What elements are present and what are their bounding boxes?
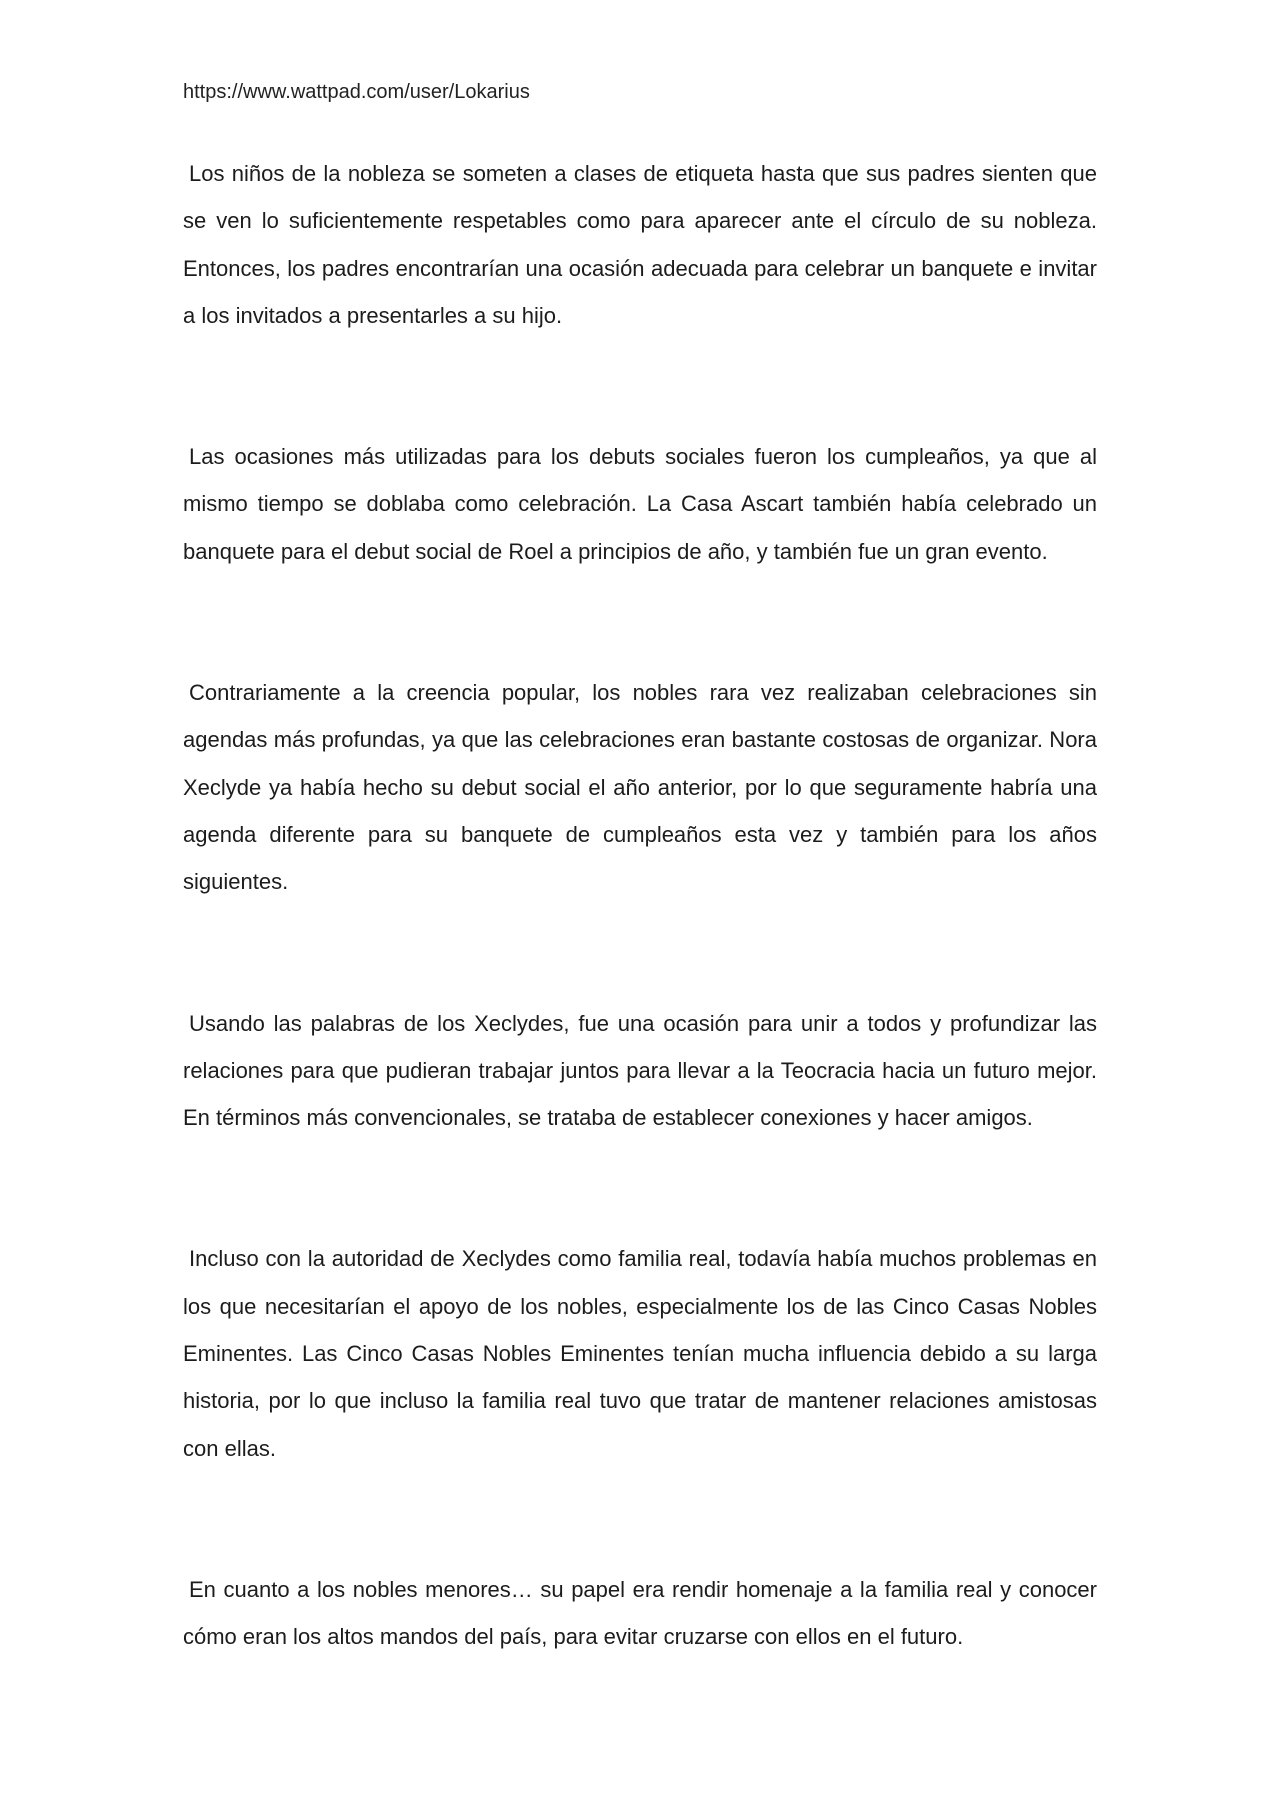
paragraph: Los niños de la nobleza se someten a clases de etiqueta hasta que sus padres sienten que se ven lo suficientemente respetables como para aparecer ante el círculo de su nobleza. Entonces, los padres encontrarían una ocasión adecuada para celebrar un banquete e invitar a los invitados a presentarles a su hijo. <box>183 161 1097 328</box>
paragraph: En cuanto a los nobles menores… su papel era rendir homenaje a la familia real y conocer cómo eran los altos mandos del país, para evitar cruzarse con ellos en el futuro. <box>183 1576 1097 1650</box>
paragraph: Usando las palabras de los Xeclydes, fue una ocasión para unir a todos y profundizar las relaciones para que pudieran trabajar juntos para llevar a la Teocracia hacia un futuro mejor. En términos más convencionales, se trataba de establecer conexiones y hacer amigos. <box>183 1010 1097 1131</box>
paragraph: Las ocasiones más utilizadas para los debuts sociales fueron los cumpleaños, ya que al mismo tiempo se doblaba como celebración. La Casa Ascart también había celebrado un banquete para el debut social de Roel a principios de año, y también fue un gran evento. <box>183 444 1097 564</box>
document-body <box>183 150 1097 1661</box>
paragraph: Contrariamente a la creencia popular, los nobles rara vez realizaban celebraciones sin agendas más profundas, ya que las celebraciones eran bastante costosas de organizar. Nora Xeclyde ya había hecho su debut social el año anterior, por lo que seguramente habría una agenda diferente para su banquete de cumpleaños esta vez y también para los años siguientes. <box>183 680 1097 895</box>
header-url: https://www.wattpad.com/user/Lokarius <box>183 81 530 103</box>
paragraph: Incluso con la autoridad de Xeclydes como familia real, todavía había muchos problemas en los que necesitarían el apoyo de los nobles, especialmente los de las Cinco Casas Nobles Eminentes. Las Cinco Casas Nobles Eminentes tenían mucha influencia debido a su larga historia, por lo que incluso la familia real tuvo que tratar de mantener relaciones amistosas con ellas. <box>183 1246 1097 1461</box>
